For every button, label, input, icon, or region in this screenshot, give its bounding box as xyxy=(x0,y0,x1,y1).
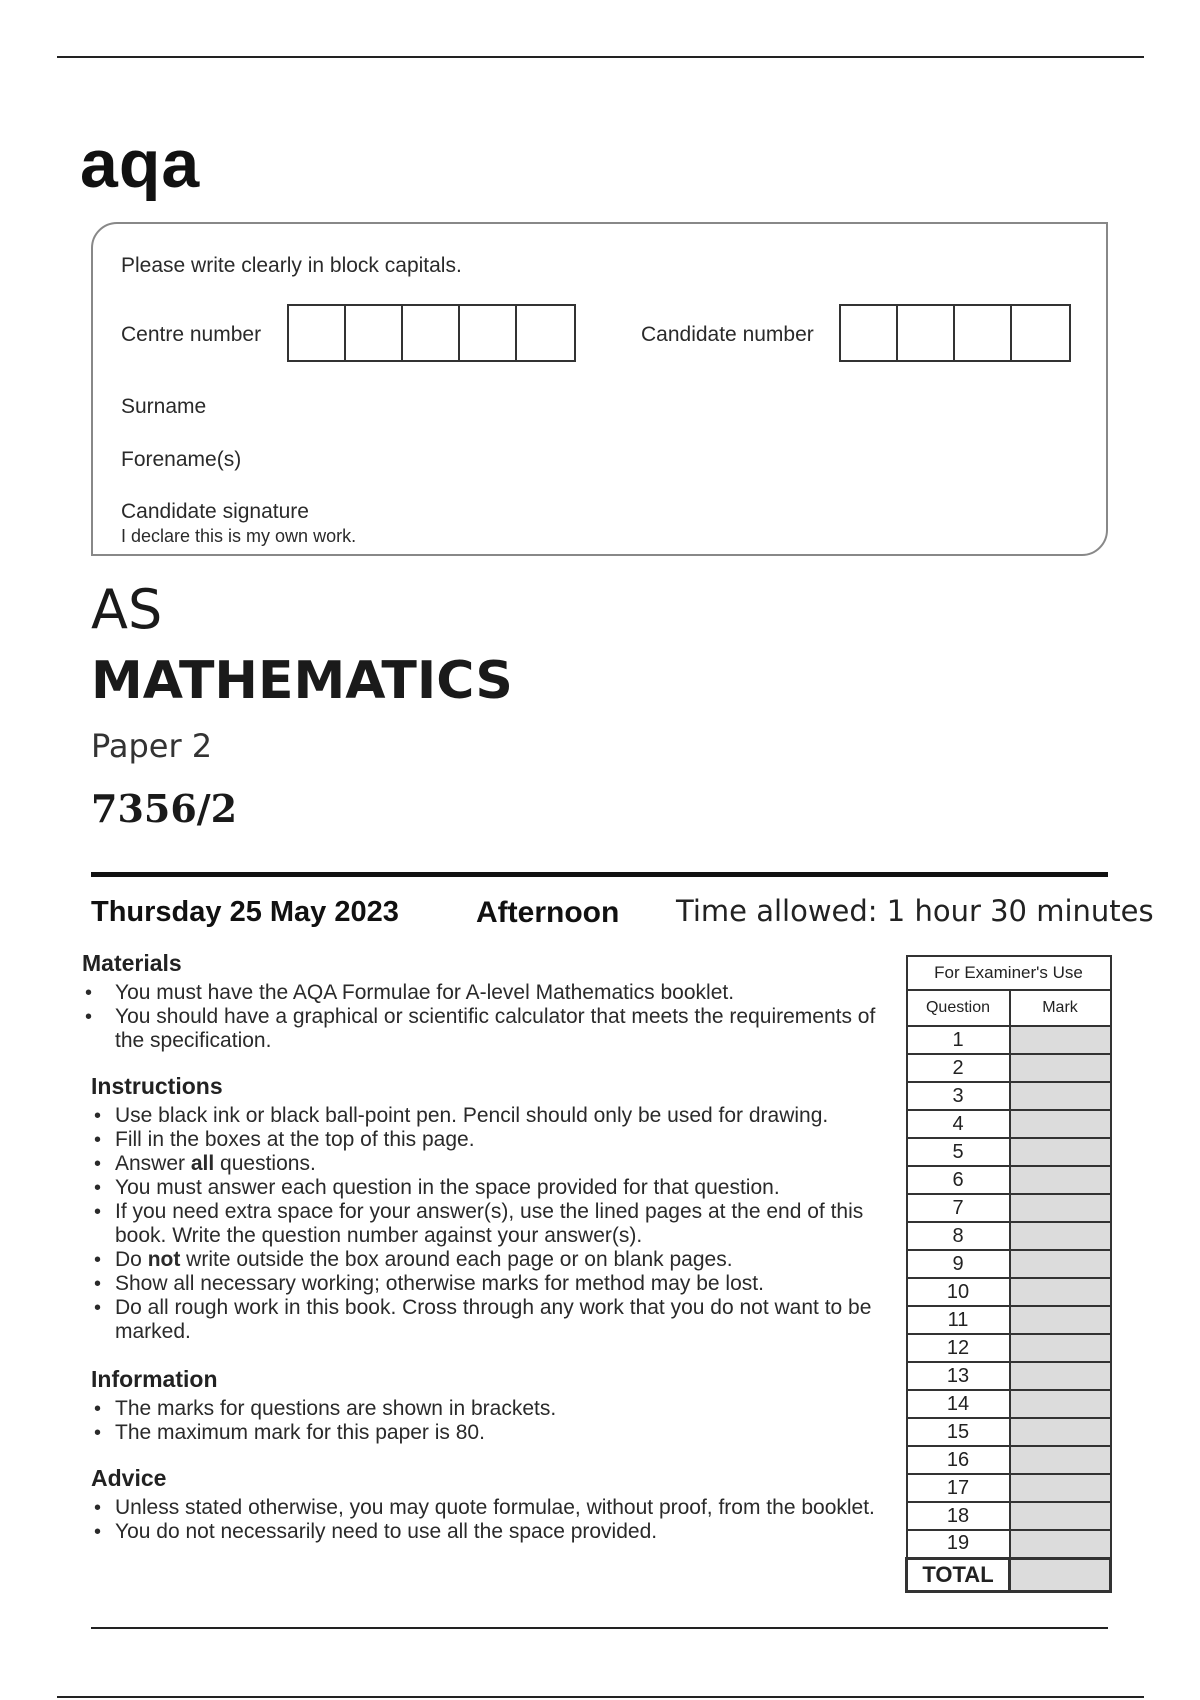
list-item: • The marks for questions are shown in brackets. xyxy=(91,1397,891,1421)
emphasis-text: not xyxy=(147,1248,181,1271)
list-item: • Unless stated otherwise, you may quote formulae, without proof, from the booklet. xyxy=(91,1496,891,1520)
examiner-use-table xyxy=(905,955,1112,1593)
block-capitals-instruction: Please write clearly in block capitals. xyxy=(121,254,462,277)
total-label: TOTAL xyxy=(907,1558,1010,1591)
table-row xyxy=(907,1110,1111,1138)
candidate-number-box[interactable] xyxy=(955,306,1012,360)
advice-heading: Advice xyxy=(91,1465,167,1491)
candidate-number-box[interactable] xyxy=(898,306,955,360)
question-number-cell: 19 xyxy=(907,1530,1010,1558)
question-number-cell: 14 xyxy=(907,1390,1010,1418)
question-number-cell: 7 xyxy=(907,1194,1010,1222)
list-item: • You must answer each question in the space provided for that question. xyxy=(91,1176,891,1200)
signature-label: Candidate signature xyxy=(121,500,309,523)
mark-cell xyxy=(1010,1026,1111,1054)
aqa-logo: aqa xyxy=(80,126,201,202)
question-number-cell: 15 xyxy=(907,1418,1010,1446)
table-row xyxy=(907,1026,1111,1054)
candidate-number-box[interactable] xyxy=(841,306,898,360)
candidate-number-box[interactable] xyxy=(1012,306,1069,360)
instructions-heading: Instructions xyxy=(91,1073,223,1099)
mark-cell xyxy=(1010,1502,1111,1530)
forenames-label: Forename(s) xyxy=(121,448,242,471)
question-number-cell: 12 xyxy=(907,1334,1010,1362)
table-row xyxy=(907,1390,1111,1418)
list-item-text: write outside the box around each page or on blank pages. xyxy=(180,1248,733,1271)
table-row xyxy=(907,1502,1111,1530)
question-number-cell: 3 xyxy=(907,1082,1010,1110)
centre-number-box[interactable] xyxy=(460,306,517,360)
list-item: • You do not necessarily need to use all the space provided. xyxy=(91,1520,891,1544)
table-row xyxy=(907,1138,1111,1166)
mark-column-header: Mark xyxy=(1010,990,1111,1026)
question-number-cell: 6 xyxy=(907,1166,1010,1194)
list-item-text: Do xyxy=(115,1248,148,1271)
table-row xyxy=(907,1362,1111,1390)
list-item: • If you need extra space for your answer(s), use the lined pages at the end of this book. Write the question number against your answer(s). xyxy=(91,1200,891,1248)
mark-cell xyxy=(1010,1054,1111,1082)
question-number-cell: 11 xyxy=(907,1306,1010,1334)
table-row xyxy=(907,1418,1111,1446)
table-row xyxy=(907,1278,1111,1306)
paper-number: Paper 2 xyxy=(91,727,213,765)
table-row xyxy=(907,1530,1111,1558)
question-column-header: Question xyxy=(907,990,1010,1026)
table-row xyxy=(907,1334,1111,1362)
table-row xyxy=(907,1054,1111,1082)
list-item-text: Answer xyxy=(115,1152,191,1175)
time-allowed: Time allowed: 1 hour 30 minutes xyxy=(676,894,1154,928)
list-item xyxy=(91,1248,891,1272)
surname-label: Surname xyxy=(121,395,207,418)
centre-number-box[interactable] xyxy=(289,306,346,360)
exam-session: Afternoon xyxy=(476,896,620,929)
title-divider xyxy=(91,872,1108,877)
table-row xyxy=(907,1082,1111,1110)
list-item: • Show all necessary working; otherwise marks for method may be lost. xyxy=(91,1272,891,1296)
page-bottom-rule xyxy=(57,1696,1144,1698)
centre-number-box[interactable] xyxy=(346,306,403,360)
mark-cell xyxy=(1010,1390,1111,1418)
question-number-cell: 16 xyxy=(907,1446,1010,1474)
exam-date: Thursday 25 May 2023 xyxy=(91,896,399,928)
list-item: • The maximum mark for this paper is 80. xyxy=(91,1421,891,1445)
table-row xyxy=(907,1222,1111,1250)
mark-cell xyxy=(1010,1250,1111,1278)
mark-cell xyxy=(1010,1166,1111,1194)
mark-cell xyxy=(1010,1306,1111,1334)
emphasis-text: all xyxy=(190,1152,215,1175)
candidate-number-label: Candidate number xyxy=(641,323,814,346)
table-row xyxy=(907,1166,1111,1194)
table-row xyxy=(907,1306,1111,1334)
mark-cell xyxy=(1010,1530,1111,1558)
mark-cell xyxy=(1010,1194,1111,1222)
mark-cell xyxy=(1010,1362,1111,1390)
question-number-cell: 8 xyxy=(907,1222,1010,1250)
paper-code: 7356/2 xyxy=(91,786,238,831)
question-number-cell: 13 xyxy=(907,1362,1010,1390)
mark-cell xyxy=(1010,1278,1111,1306)
table-row xyxy=(907,1194,1111,1222)
question-number-cell: 18 xyxy=(907,1502,1010,1530)
table-row xyxy=(907,1446,1111,1474)
list-item: • Do all rough work in this book. Cross through any work that you do not want to be marked. xyxy=(91,1296,891,1344)
question-number-cell: 17 xyxy=(907,1474,1010,1502)
question-number-cell: 1 xyxy=(907,1026,1010,1054)
candidate-details-box xyxy=(91,222,1108,556)
list-item: • You must have the AQA Formulae for A-level Mathematics booklet. xyxy=(82,981,882,1005)
question-number-cell: 5 xyxy=(907,1138,1010,1166)
list-item: • You should have a graphical or scientific calculator that meets the requirements of the specification. xyxy=(82,1005,882,1053)
bottom-divider xyxy=(91,1627,1108,1629)
information-section xyxy=(91,1366,891,1445)
list-item: • Use black ink or black ball-point pen. Pencil should only be used for drawing. xyxy=(91,1104,891,1128)
list-item: • Fill in the boxes at the top of this page. xyxy=(91,1128,891,1152)
list-item-text: questions. xyxy=(214,1152,316,1175)
question-number-cell: 2 xyxy=(907,1054,1010,1082)
subject-title: MATHEMATICS xyxy=(91,651,513,711)
qualification-level: AS xyxy=(91,578,163,641)
table-row xyxy=(907,1250,1111,1278)
question-rows xyxy=(907,1026,1111,1558)
mark-cell xyxy=(1010,1222,1111,1250)
centre-number-boxes[interactable] xyxy=(287,304,576,362)
question-number-cell: 4 xyxy=(907,1110,1010,1138)
top-rule xyxy=(57,56,1144,58)
instructions-section xyxy=(91,1073,891,1344)
examiner-table-title: For Examiner's Use xyxy=(907,956,1111,990)
centre-number-box[interactable] xyxy=(517,306,574,360)
list-item xyxy=(91,1152,891,1176)
mark-cell xyxy=(1010,1110,1111,1138)
materials-section xyxy=(82,950,882,1053)
declaration-text: I declare this is my own work. xyxy=(121,526,357,546)
advice-section xyxy=(91,1465,891,1544)
centre-number-label: Centre number xyxy=(121,323,262,346)
mark-cell xyxy=(1010,1082,1111,1110)
candidate-number-boxes[interactable] xyxy=(839,304,1071,362)
mark-cell xyxy=(1010,1334,1111,1362)
total-mark-cell xyxy=(1010,1558,1111,1591)
materials-heading: Materials xyxy=(82,950,182,976)
mark-cell xyxy=(1010,1418,1111,1446)
mark-cell xyxy=(1010,1474,1111,1502)
information-heading: Information xyxy=(91,1366,218,1392)
mark-cell xyxy=(1010,1446,1111,1474)
mark-cell xyxy=(1010,1138,1111,1166)
question-number-cell: 9 xyxy=(907,1250,1010,1278)
question-number-cell: 10 xyxy=(907,1278,1010,1306)
table-row xyxy=(907,1474,1111,1502)
centre-number-box[interactable] xyxy=(403,306,460,360)
